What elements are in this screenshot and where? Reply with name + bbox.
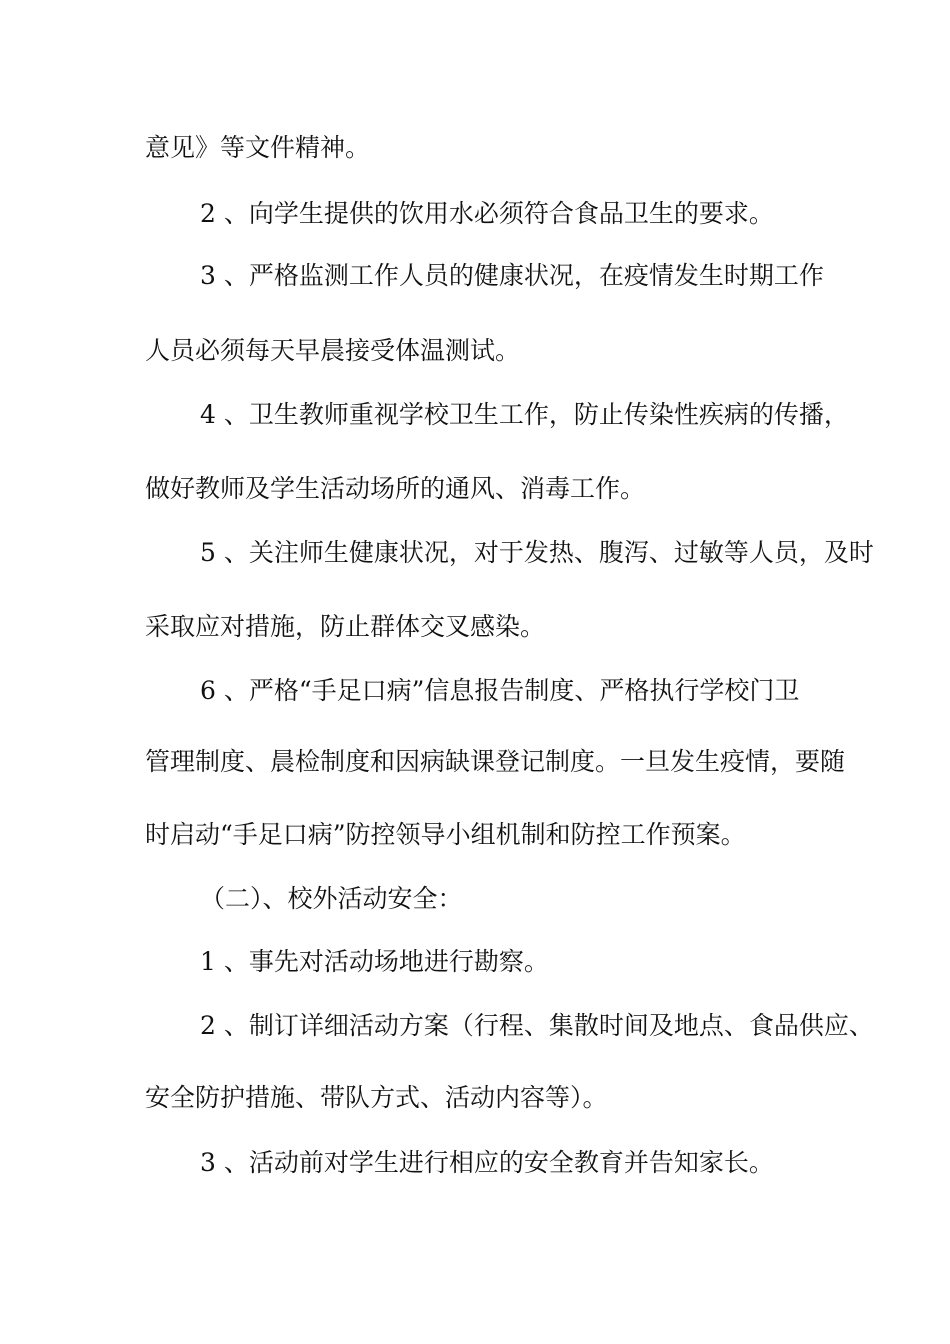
paragraph-line: 采取应对措施，防止群体交叉感染。 — [145, 612, 546, 641]
paragraph-line: 5 、关注师生健康状况，对于发热、腹泻、过敏等人员，及时 — [200, 538, 874, 567]
paragraph-line: 2 、向学生提供的饮用水必须符合食品卫生的要求。 — [200, 199, 774, 228]
paragraph-line: 做好教师及学生活动场所的通风、消毒工作。 — [145, 474, 646, 503]
section-heading: （二）、校外活动安全： — [200, 884, 463, 913]
paragraph-line: 3 、严格监测工作人员的健康状况，在疫情发生时期工作 — [200, 261, 824, 290]
paragraph-line: 4 、卫生教师重视学校卫生工作，防止传染性疾病的传播， — [200, 400, 849, 429]
paragraph-line: 管理制度、晨检制度和因病缺课登记制度。一旦发生疫情，要随 — [145, 747, 846, 776]
paragraph-line: 6 、严格“手足口病”信息报告制度、严格执行学校门卫 — [200, 676, 800, 705]
paragraph-line: 3 、活动前对学生进行相应的安全教育并告知家长。 — [200, 1148, 774, 1177]
paragraph-line: 时启动“手足口病”防控领导小组机制和防控工作预案。 — [145, 820, 746, 849]
paragraph-line: 意见》等文件精神。 — [145, 133, 371, 162]
paragraph-line: 2 、制订详细活动方案（行程、集散时间及地点、食品供应、 — [200, 1011, 874, 1040]
paragraph-line: 1 、事先对活动场地进行勘察。 — [200, 947, 549, 976]
paragraph-line: 人员必须每天早晨接受体温测试。 — [145, 336, 521, 365]
paragraph-line: 安全防护措施、带队方式、活动内容等）。 — [145, 1083, 608, 1112]
